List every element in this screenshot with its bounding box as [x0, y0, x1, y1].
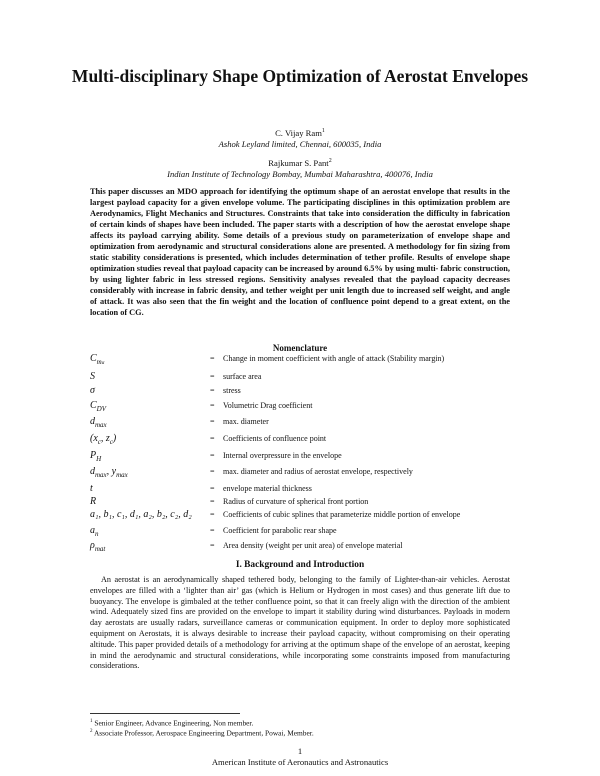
symbol-base: ρ	[90, 540, 95, 551]
author-1-name: C. Vijay Ram	[275, 127, 322, 138]
nomenclature-row	[90, 523, 530, 539]
footnote-1-text: Senior Engineer, Advance Engineering, Non member.	[94, 718, 254, 728]
nomenclature-row	[90, 464, 530, 480]
nomenclature-equals: =	[210, 417, 215, 426]
nomenclature-definition: Coefficients of cubic splines that parameterize middle portion of envelope	[223, 510, 461, 519]
author-1	[60, 126, 540, 150]
nomenclature-definition: Coefficient for parabolic rear shape	[223, 526, 337, 535]
nomenclature-row	[90, 538, 530, 554]
author-2	[60, 156, 540, 180]
nomenclature-symbol	[90, 383, 95, 399]
nomenclature-definition: max. diameter	[223, 417, 269, 426]
nomenclature-equals: =	[210, 451, 215, 460]
symbol-mid: , z	[100, 433, 110, 444]
paper-title: Multi-disciplinary Shape Optimization of Aerostat Envelopes	[71, 66, 529, 86]
symbol-tail: )	[112, 433, 117, 444]
nomenclature-heading: Nomenclature	[272, 343, 328, 353]
nomenclature-equals: =	[210, 354, 215, 363]
nomenclature-definition: stress	[223, 386, 241, 395]
nomenclature-row	[90, 431, 530, 447]
footnote-rule	[90, 713, 240, 714]
nomenclature-equals: =	[210, 386, 215, 395]
nomenclature-symbol	[90, 538, 105, 557]
symbol-subsub: α	[101, 361, 105, 366]
abstract: This paper discusses an MDO approach for identifying the optimum shape of an aerostat envelope that results in the largest payload capacity for a given envelope volume. The participating disciplines in this optimization problem are Aerodynamics, Flight Mechanics and Structures. Constraints that take into consideration the difficulty in fabrication of certain kinds of shapes have been included. The paper starts with a description of how the aerostat envelope shape affects its payload carrying ability. Some details of a previous study on parameterization of envelope shape and optimization from aerodynamic and structural considerations alone are presented. A methodology for fin sizing from static stability considerations is presented, which includes determination of tether profile. Results of envelope shape optimization studies reveal that payload capacity can be increased by around 6.5% by using multi- fabric construction, by using lighter fabric in less stressed regions. Sensitivity analyses revealed that the payload capacity decreases considerably with increase in fabric density, and tether weight per unit length due to increased self weight, and angle of attack. It was also seen that the fin weight and the location of confluence point depend to a great extent, on the location of CG.	[90, 187, 510, 318]
nomenclature-definition: Coefficients of confluence point	[223, 434, 327, 443]
author-1-affiliation: Ashok Leyland limited, Chennai, 600035, India	[218, 138, 382, 149]
symbol-sub: H	[96, 455, 102, 463]
nomenclature-row	[90, 398, 530, 414]
page-number: 1	[297, 746, 303, 756]
author-2-name: Rajkumar S. Pant	[268, 157, 329, 168]
symbol-base: d	[90, 416, 95, 427]
footnote-2-text: Associate Professor, Aerospace Engineering Department, Powai, Member.	[93, 728, 314, 738]
nomenclature-row	[90, 414, 530, 430]
nomenclature-equals: =	[210, 497, 215, 506]
symbol-sub: c	[97, 438, 101, 446]
footnote-2-mark: 2	[90, 729, 93, 734]
symbol-base: a	[90, 525, 95, 536]
symbol-sub: mat	[94, 545, 106, 553]
section-heading: I. Background and Introduction	[235, 560, 365, 570]
symbol-base: C	[90, 400, 97, 411]
symbol-sub2: c	[109, 438, 113, 446]
nomenclature-equals: =	[210, 484, 215, 493]
symbol-base: R	[90, 496, 97, 507]
nomenclature-equals: =	[210, 372, 215, 381]
nomenclature-symbol	[90, 507, 192, 523]
symbol-base: a₁, b₁, c₁, d₁, a₂, b₂, c₂, d₂	[90, 509, 192, 520]
nomenclature-row	[90, 351, 530, 367]
author-2-affiliation: Indian Institute of Technology Bombay, Mumbai Maharashtra, 400076, India	[167, 168, 433, 179]
nomenclature-equals: =	[210, 401, 215, 410]
nomenclature-definition: envelope material thickness	[223, 484, 312, 493]
nomenclature-row	[90, 383, 530, 399]
symbol-base: t	[90, 483, 93, 494]
symbol-base: C	[90, 353, 97, 364]
symbol-sub: max	[95, 421, 107, 429]
nomenclature-row	[90, 507, 530, 523]
symbol-base: d	[90, 466, 95, 477]
symbol-base: P	[90, 450, 97, 461]
author-2-mark: 2	[328, 158, 332, 164]
symbol-sub: max	[95, 471, 107, 479]
footnote-2	[90, 727, 510, 738]
nomenclature-equals: =	[210, 541, 215, 550]
nomenclature-equals: =	[210, 467, 215, 476]
footnote-1-mark: 1	[90, 719, 93, 724]
nomenclature-definition: Change in moment coefficient with angle of attack (Stability margin)	[223, 354, 445, 363]
nomenclature-equals: =	[210, 434, 215, 443]
nomenclature-row	[90, 448, 530, 464]
nomenclature-definition: max. diameter and radius of aerostat envelope, respectively	[223, 467, 413, 476]
nomenclature-definition: Radius of curvature of spherical front portion	[223, 497, 369, 506]
section-body: An aerostat is an aerodynamically shaped tethered body, belonging to the family of Lighter-than-air vehicles. Aerostat envelopes are filled with a ‘lighter than air’ gas (which is Helium or Hydrogen in most cases) and thus generate lift due to buoyancy. The envelope is gimbaled at the tether confluence point, so that it can freely align with the direction of the ambient wind. Adequately sized fins are provided on the envelope to impart it stability during wind disturbances. Payloads in modern day aerostats are usually radars, surveillance cameras or communication equipment. In order to deploy more sophisticated equipment on Aerostats, it is always desirable to increase their payload capacity, without compromising on their operating altitude. This paper provided details of a methodology for arriving at the optimum shape of the envelope of an aerostat, keeping in mind the aerodynamic and structural considerations, while incorporating some constraints imposed from manufacturing considerations.	[90, 575, 510, 671]
nomenclature-definition: Internal overpressure in the envelope	[223, 451, 342, 460]
nomenclature-definition: Volumetric Drag coefficient	[223, 401, 313, 410]
author-1-mark: 1	[321, 128, 325, 134]
symbol-base: (x	[90, 433, 98, 444]
nomenclature-equals: =	[210, 526, 215, 535]
nomenclature-definition: Area density (weight per unit area) of envelope material	[223, 541, 403, 550]
symbol-base: S	[90, 371, 95, 382]
symbol-sub2: max	[116, 471, 128, 479]
symbol-mid: , y	[106, 466, 117, 477]
symbol-sub: n	[95, 530, 99, 538]
symbol-sub: DV	[96, 405, 107, 413]
symbol-base: σ	[90, 385, 95, 396]
nomenclature-definition: surface area	[223, 372, 262, 381]
nomenclature-equals: =	[210, 510, 215, 519]
symbol-sub: m	[96, 358, 102, 366]
page-footer: American Institute of Aeronautics and Astronautics	[211, 757, 389, 767]
